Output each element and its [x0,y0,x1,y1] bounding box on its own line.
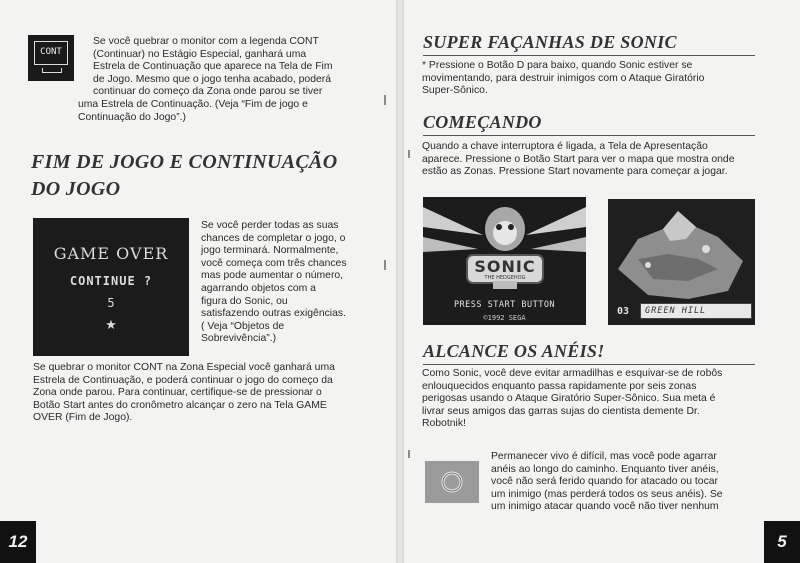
left-page [0,0,396,563]
side-line-8: satisfazendo outras exigências. [201,308,346,320]
page-number-left: 12 [0,521,36,563]
monitor-stand [42,68,62,73]
margin-mark [384,95,386,105]
page-number-right: 5 [764,521,800,563]
bottom-line-1: Se quebrar o monitor CONT na Zona Especial você ganhará uma [33,362,335,373]
margin-mark [408,150,410,158]
heading-super-facanhas: SUPER FAÇANHAS DE SONIC [423,32,677,52]
bottom-line-4: Botão Start antes do cronômetro alcançar o zero na Tela GAME [33,399,327,411]
aneis-line-2: enlouquecidos enquanto passa rapidamente por seis zonas [422,380,697,392]
aneis-line-5: Robotnik! [422,418,466,430]
intro-line-2: (Continuar) no Estágio Especial, ganhará uma [93,48,307,60]
game-over-screenshot [33,218,189,356]
game-over-title: GAME OVER [53,244,169,263]
continue-count: 5 [107,296,115,310]
heading-rule [423,135,755,136]
side-line-2: chances de completar o jogo, o [201,232,346,244]
title-screen-screenshot [423,197,586,325]
ring-icon [425,461,479,503]
ring-line-5: um inimigo atacar quando você não tiver nenhum [491,501,719,513]
side-line-10: Sobrevivência”.) [201,333,277,345]
copyright-text: ©1992 SEGA [483,314,526,322]
intro-line-3: Estrela de Continuação que aparece na Tela de Fim [93,61,333,73]
press-start-text: PRESS START BUTTON [453,300,556,310]
heading-alcance-os-aneis: ALCANCE OS ANÉIS! [423,341,605,361]
side-line-7: figura do Sonic, ou [201,295,288,307]
ring-monitor-icon [425,461,479,503]
super-line-3: Super-Sônico. [422,85,488,97]
ring-line-3: você não será ferido quando for atacado ou tocar [491,476,719,488]
star-icon: ★ [105,317,117,332]
heading-do-jogo: DO JOGO [31,178,121,200]
bottom-line-2: Estrela de Continuação, e poderá continuar o jogo do começo da [33,374,333,386]
monitor-screen: CONT [34,41,68,65]
side-line-5: mas pode aumentar o número, [201,270,344,282]
bottom-line-3: Zona onde parou. Para continuar, certifique-se de pressionar o [33,387,322,399]
intro-line-1: Se você quebrar o monitor com a legenda CONT [93,36,319,47]
super-line-2: movimentando, para destruir inimigos com o Ataque Giratório [422,72,705,84]
aneis-line-3: perigosas usando o Ataque Giratório Super-Sônico. Sua meta é [422,393,716,405]
super-line-1: * Pressione o Botão D para baixo, quando Sonic estiver se [422,60,693,71]
margin-mark [408,450,410,458]
comecando-line-2: aparece. Pressione o Botão Start para ver o mapa que mostra onde [422,153,735,165]
intro-line-4: de Jogo. Mesmo que o jogo tenha acabado, poderá [93,73,332,85]
side-line-1: Se você perder todas as suas [201,220,339,231]
comecando-line-1: Quando a chave interruptora é ligada, a Tela de Apresentação [422,141,708,152]
ring-line-2: anéis ao longo do caminho. Enquanto tiver anéis, [491,463,719,475]
zone-map-screenshot [608,199,755,325]
intro-line-5: continuar do começo da Zona onde parou se tiver [93,86,323,98]
ring-line-1: Permanecer vivo é difícil, mas você pode agarrar [491,451,717,462]
monitor-cont-icon [28,35,74,81]
side-line-4: você começa com três chances [201,257,347,269]
life-counter: 03 [616,306,630,317]
intro-line-7: Continuação do Jogo”.) [78,111,187,123]
heading-comecando: COMEÇANDO [423,112,542,132]
comecando-line-3: estão as Zonas. Pressione Start novamente para começar a jogar. [422,166,728,178]
bottom-line-5: OVER (Fim de Jogo). [33,412,133,424]
ring-line-4: um inimigo (mas perderá todos os seus anéis). Se [491,488,723,500]
sonic-sublogo: THE HEDGEHOG [484,275,526,281]
book-gutter [396,0,404,563]
aneis-line-1: Como Sonic, você deve evitar armadilhas e esquivar-se de robôs [422,368,723,379]
heading-rule [423,55,755,56]
side-line-9: ( Veja “Objetos de [201,320,285,332]
aneis-line-4: livrar seus amigos das garras sujas do cientista demente Dr. [422,405,700,417]
sonic-logo: SONIC [474,257,536,276]
side-line-3: jogo terminará. Normalmente, [201,245,339,257]
intro-line-6: uma Estrela de Continuação. (Veja “Fim de jogo e [78,99,308,110]
heading-fim-de-jogo: FIM DE JOGO E CONTINUAÇÃO [31,151,338,173]
heading-rule [423,364,755,365]
zone-label: GREEN HILL [640,303,752,319]
side-line-6: agarrando objetos com a [201,283,316,294]
continue-prompt: CONTINUE ? [69,274,153,288]
margin-mark [384,260,386,270]
